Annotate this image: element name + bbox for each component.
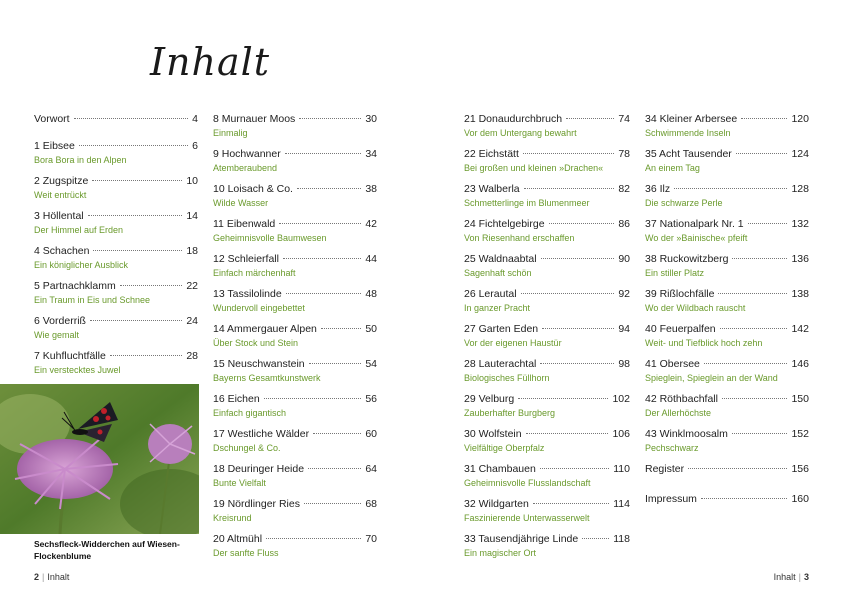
dot-leader xyxy=(748,223,788,224)
toc-entry-line xyxy=(464,533,630,546)
page-title: Inhalt xyxy=(150,40,271,84)
toc-entry xyxy=(645,183,809,217)
toc-entry xyxy=(645,288,809,322)
toc-entry-line xyxy=(34,140,198,153)
toc-entry-page: 38 xyxy=(365,183,377,195)
toc-entry-title: 13 Tassilolinde xyxy=(213,288,282,300)
toc-entry-subtitle: Einfach gigantisch xyxy=(213,408,287,418)
toc-entry-line xyxy=(213,253,377,266)
toc-entry-title: 2 Zugspitze xyxy=(34,175,89,187)
toc-entry-line xyxy=(645,393,809,406)
dot-leader xyxy=(720,328,788,329)
dot-leader xyxy=(688,468,787,469)
dot-leader xyxy=(533,503,609,504)
toc-entry-title: 41 Obersee xyxy=(645,358,700,370)
toc-entry-page: 30 xyxy=(365,113,377,125)
toc-entry xyxy=(464,183,630,217)
toc-entry-title: 21 Donaudurchbruch xyxy=(464,113,563,125)
toc-entry xyxy=(645,113,809,147)
toc-entry-page: 22 xyxy=(186,280,198,292)
toc-entry-subtitle: Dschungel & Co. xyxy=(213,443,281,453)
toc-entry-subtitle: Ein verstecktes Juwel xyxy=(34,365,121,375)
toc-entry-line xyxy=(464,358,630,371)
toc-entry-line xyxy=(464,113,630,126)
toc-entry-subtitle: Kreisrund xyxy=(213,513,252,523)
dot-leader xyxy=(526,433,609,434)
dot-leader xyxy=(722,398,788,399)
toc-entry-subtitle: Spieglein, Spieglein an der Wand xyxy=(645,373,778,383)
toc-entry-page: 70 xyxy=(365,533,377,545)
toc-entry xyxy=(464,288,630,322)
toc-entry-title: 32 Wildgarten xyxy=(464,498,529,510)
toc-entry xyxy=(213,218,377,252)
toc-entry-page: 102 xyxy=(612,393,630,405)
toc-entry-title: 38 Ruckowitzberg xyxy=(645,253,729,265)
toc-entry-subtitle: Schmetterlinge im Blumenmeer xyxy=(464,198,590,208)
dot-leader xyxy=(285,153,362,154)
toc-entry-title: 9 Hochwanner xyxy=(213,148,281,160)
toc-entry-subtitle: Biologisches Füllhorn xyxy=(464,373,550,383)
butterfly-photo xyxy=(0,384,199,534)
toc-entry-page: 152 xyxy=(791,428,809,440)
dot-leader xyxy=(741,118,787,119)
toc-entry xyxy=(464,358,630,392)
toc-entry-subtitle: Bei großen und kleinen »Drachen« xyxy=(464,163,604,173)
toc-entry xyxy=(213,253,377,287)
toc-entry xyxy=(464,253,630,287)
toc-entry-page: 54 xyxy=(365,358,377,370)
toc-entry-line xyxy=(213,428,377,441)
toc-entry-page: 106 xyxy=(612,428,630,440)
toc-entry-page: 82 xyxy=(618,183,630,195)
dot-leader xyxy=(701,498,788,499)
toc-entry-subtitle: Geheimnisvolle Baumwesen xyxy=(213,233,327,243)
toc-entry-subtitle: Sagenhaft schön xyxy=(464,268,532,278)
dot-leader xyxy=(718,293,787,294)
left-page-number: 2 xyxy=(34,572,40,582)
toc-entry-title: 37 Nationalpark Nr. 1 xyxy=(645,218,744,230)
toc-entry-page: 138 xyxy=(791,288,809,300)
dot-leader xyxy=(674,188,787,189)
toc-entry-line xyxy=(34,280,198,293)
toc-entry xyxy=(464,428,630,462)
toc-entry-title: 39 Rißlochfälle xyxy=(645,288,715,300)
toc-entry-page: 98 xyxy=(618,358,630,370)
dot-leader xyxy=(304,503,361,504)
toc-entry-line xyxy=(645,218,809,231)
toc-entry xyxy=(213,113,377,147)
toc-entry-subtitle: Der Himmel auf Erden xyxy=(34,225,124,235)
toc-entry-subtitle: Schwimmende Inseln xyxy=(645,128,731,138)
toc-entry-line xyxy=(213,183,377,196)
dot-leader xyxy=(313,433,361,434)
toc-entry-page: 44 xyxy=(365,253,377,265)
toc-entry xyxy=(645,428,809,462)
toc-entry-subtitle: Ein magischer Ort xyxy=(464,548,537,558)
toc-entry-line xyxy=(213,288,377,301)
toc-entry-page: 124 xyxy=(791,148,809,160)
toc-entry-page: 110 xyxy=(613,463,630,475)
toc-entry-title: 40 Feuerpalfen xyxy=(645,323,716,335)
toc-entry-page: 74 xyxy=(618,113,630,125)
toc-entry-line xyxy=(464,148,630,161)
toc-entry-page: 132 xyxy=(791,218,809,230)
toc-entry-line xyxy=(213,533,377,546)
toc-entry-line xyxy=(34,113,198,126)
toc-entry xyxy=(34,315,198,349)
toc-entry-subtitle: Atemberaubend xyxy=(213,163,278,173)
dot-leader xyxy=(523,153,614,154)
dot-leader xyxy=(521,293,615,294)
toc-entry-subtitle: Weit entrückt xyxy=(34,190,87,200)
toc-entry xyxy=(34,350,198,384)
toc-entry-title: 27 Garten Eden xyxy=(464,323,539,335)
toc-entry-page: 24 xyxy=(186,315,198,327)
toc-entry-subtitle: In ganzer Pracht xyxy=(464,303,531,313)
toc-entry-page: 118 xyxy=(613,533,630,545)
dot-leader xyxy=(524,188,615,189)
toc-entry-line xyxy=(34,245,198,258)
toc-entry-line xyxy=(645,463,809,476)
toc-entry xyxy=(213,288,377,322)
toc-entry-title: 6 Vorderriß xyxy=(34,315,86,327)
toc-entry-page: 142 xyxy=(791,323,809,335)
toc-entry-subtitle: Einmalig xyxy=(213,128,248,138)
dot-leader xyxy=(582,538,609,539)
toc-entry-subtitle: Über Stock und Stein xyxy=(213,338,299,348)
right-page-number: 3 xyxy=(803,572,809,582)
toc-entry-subtitle: Vielfältige Oberpfalz xyxy=(464,443,545,453)
toc-entry-title: 18 Deuringer Heide xyxy=(213,463,305,475)
toc-entry xyxy=(213,148,377,182)
toc-entry-page: 50 xyxy=(365,323,377,335)
toc-entry-page: 64 xyxy=(365,463,377,475)
toc-entry xyxy=(213,498,377,532)
toc-entry-title: 22 Eichstätt xyxy=(464,148,519,160)
toc-entry-title: 28 Lauterachtal xyxy=(464,358,537,370)
toc-entry-page: 146 xyxy=(791,358,809,370)
toc-entry-line xyxy=(464,323,630,336)
toc-entry-page: 42 xyxy=(365,218,377,230)
toc-entry-line xyxy=(213,393,377,406)
toc-entry xyxy=(464,533,630,567)
toc-entry-subtitle: Ein königlicher Ausblick xyxy=(34,260,129,270)
toc-entry-title: 3 Höllental xyxy=(34,210,84,222)
toc-entry-title: 42 Röthbachfall xyxy=(645,393,718,405)
toc-entry xyxy=(34,245,198,279)
toc-entry-page: 114 xyxy=(613,498,630,510)
toc-entry-line xyxy=(464,218,630,231)
toc-entry-line xyxy=(464,498,630,511)
toc-entry-title: 19 Nördlinger Ries xyxy=(213,498,300,510)
photo-caption: Sechsfleck-Widderchen auf Wiesen-Flockenblume xyxy=(34,539,180,561)
toc-entry xyxy=(645,393,809,427)
toc-entry-page: 120 xyxy=(791,113,809,125)
toc-entry-page: 4 xyxy=(192,113,198,125)
toc-entry-line xyxy=(645,183,809,196)
toc-entry-page: 60 xyxy=(365,428,377,440)
toc-entry-line xyxy=(464,393,630,406)
dot-leader xyxy=(566,118,614,119)
toc-entry-page: 28 xyxy=(186,350,198,362)
toc-entry xyxy=(34,175,198,209)
toc-entry-title: 23 Walberla xyxy=(464,183,520,195)
toc-entry-line xyxy=(34,210,198,223)
toc-entry-title: 11 Eibenwald xyxy=(213,218,276,230)
toc-entry-title: 26 Lerautal xyxy=(464,288,517,300)
toc-entry-title: 29 Velburg xyxy=(464,393,515,405)
toc-entry xyxy=(34,280,198,314)
toc-entry-title: 5 Partnachklamm xyxy=(34,280,116,292)
toc-entry xyxy=(213,463,377,497)
right-running-head: Inhalt xyxy=(773,572,796,582)
toc-entry xyxy=(645,358,809,392)
toc-entry-page: 86 xyxy=(618,218,630,230)
toc-entry-title: 8 Murnauer Moos xyxy=(213,113,296,125)
dot-leader xyxy=(90,320,182,321)
toc-entry-title: 31 Chambauen xyxy=(464,463,536,475)
toc-entry-subtitle: Weit- und Tiefblick hoch zehn xyxy=(645,338,763,348)
toc-entry-subtitle: Zauberhafter Burgberg xyxy=(464,408,556,418)
toc-entry-line xyxy=(213,463,377,476)
toc-entry-title: Register xyxy=(645,463,685,475)
toc-entry-line xyxy=(645,428,809,441)
dot-leader xyxy=(309,363,362,364)
toc-entry-subtitle: Geheimnisvolle Flusslandschaft xyxy=(464,478,591,488)
toc-entry-line xyxy=(645,493,809,506)
toc-entry-title: 4 Schachen xyxy=(34,245,90,257)
dot-leader xyxy=(297,188,361,189)
toc-entry-line xyxy=(645,358,809,371)
toc-entry-subtitle: Vor der eigenen Haustür xyxy=(464,338,562,348)
toc-entry-subtitle: Faszinierende Unterwasserwelt xyxy=(464,513,590,523)
toc-entry xyxy=(645,493,809,527)
dot-leader xyxy=(279,223,361,224)
dot-leader xyxy=(283,258,361,259)
toc-entry xyxy=(213,183,377,217)
toc-entry-title: 14 Ammergauer Alpen xyxy=(213,323,317,335)
toc-entry xyxy=(645,218,809,252)
toc-entry-page: 92 xyxy=(618,288,630,300)
toc-entry-subtitle: Wo der »Bainische« pfeift xyxy=(645,233,748,243)
toc-entry xyxy=(464,393,630,427)
toc-entry-subtitle: Pechschwarz xyxy=(645,443,699,453)
toc-entry-title: 12 Schleierfall xyxy=(213,253,279,265)
dot-leader xyxy=(264,398,362,399)
toc-entry xyxy=(213,393,377,427)
toc-entry-line xyxy=(34,350,198,363)
toc-entry-subtitle: Wo der Wildbach rauscht xyxy=(645,303,746,313)
dot-leader xyxy=(540,363,614,364)
dot-leader xyxy=(308,468,361,469)
toc-entry-page: 160 xyxy=(791,493,809,505)
toc-entry-title: 35 Acht Tausender xyxy=(645,148,732,160)
toc-entry-page: 14 xyxy=(186,210,198,222)
toc-entry-page: 48 xyxy=(365,288,377,300)
toc-entry xyxy=(645,253,809,287)
toc-entry-subtitle: Bunte Vielfalt xyxy=(213,478,266,488)
dot-leader xyxy=(732,433,788,434)
toc-entry-page: 156 xyxy=(791,463,809,475)
toc-entry-title: 1 Eibsee xyxy=(34,140,75,152)
toc-entry-page: 56 xyxy=(365,393,377,405)
dot-leader xyxy=(110,355,183,356)
toc-entry-subtitle: Wilde Wasser xyxy=(213,198,269,208)
toc-entry-title: 43 Winklmoosalm xyxy=(645,428,728,440)
dot-leader xyxy=(518,398,608,399)
toc-entry-title: 16 Eichen xyxy=(213,393,260,405)
toc-entry-line xyxy=(645,323,809,336)
toc-entry-line xyxy=(213,323,377,336)
toc-entry-title: 30 Wolfstein xyxy=(464,428,522,440)
toc-entry-title: 15 Neuschwanstein xyxy=(213,358,305,370)
dot-leader xyxy=(88,215,183,216)
toc-entry xyxy=(34,210,198,244)
toc-entry xyxy=(213,533,377,567)
toc-entry-page: 150 xyxy=(791,393,809,405)
dot-leader xyxy=(704,363,788,364)
toc-entry-title: 7 Kuhfluchtfälle xyxy=(34,350,106,362)
toc-entry-page: 94 xyxy=(618,323,630,335)
dot-leader xyxy=(79,145,188,146)
toc-entry-title: 17 Westliche Wälder xyxy=(213,428,310,440)
toc-entry-page: 136 xyxy=(791,253,809,265)
toc-entry-subtitle: Ein Traum in Eis und Schnee xyxy=(34,295,151,305)
toc-entry-line xyxy=(213,113,377,126)
toc-entry xyxy=(645,148,809,182)
toc-entry-title: Impressum xyxy=(645,493,697,505)
toc-entry-line xyxy=(213,148,377,161)
toc-entry-title: 34 Kleiner Arbersee xyxy=(645,113,738,125)
dot-leader xyxy=(93,250,182,251)
toc-entry xyxy=(464,463,630,497)
toc-entry-line xyxy=(464,183,630,196)
toc-entry xyxy=(464,148,630,182)
toc-entry xyxy=(645,463,809,497)
toc-entry-line xyxy=(34,175,198,188)
dot-leader xyxy=(321,328,361,329)
toc-entry-subtitle: Einfach märchenhaft xyxy=(213,268,296,278)
toc-entry-page: 34 xyxy=(365,148,377,160)
toc-entry-subtitle: Der Allerhöchste xyxy=(645,408,712,418)
toc-entry xyxy=(213,358,377,392)
dot-leader xyxy=(549,223,615,224)
toc-entry-line xyxy=(464,428,630,441)
dot-leader xyxy=(736,153,788,154)
toc-entry-page: 90 xyxy=(618,253,630,265)
dot-leader xyxy=(120,285,183,286)
footer-right: Inhalt | 3 xyxy=(773,572,809,582)
toc-entry-subtitle: Die schwarze Perle xyxy=(645,198,723,208)
toc-entry-page: 6 xyxy=(192,140,198,152)
toc-entry-title: 24 Fichtelgebirge xyxy=(464,218,545,230)
footer-left: 2 | Inhalt xyxy=(34,572,70,582)
toc-entry-page: 10 xyxy=(186,175,198,187)
toc-entry-line xyxy=(464,463,630,476)
toc-entry-line xyxy=(464,253,630,266)
toc-entry-page: 68 xyxy=(365,498,377,510)
toc-entry xyxy=(464,498,630,532)
toc-entry-page: 128 xyxy=(791,183,809,195)
toc-entry xyxy=(645,323,809,357)
toc-entry-line xyxy=(213,218,377,231)
toc-entry-page: 18 xyxy=(186,245,198,257)
dot-leader xyxy=(542,328,614,329)
toc-entry-subtitle: Bayerns Gesamtkunstwerk xyxy=(213,373,321,383)
toc-entry xyxy=(464,218,630,252)
toc-entry-subtitle: Ein stiller Platz xyxy=(645,268,705,278)
toc-entry-title: 33 Tausendjährige Linde xyxy=(464,533,579,545)
toc-entry-subtitle: An einem Tag xyxy=(645,163,700,173)
toc-entry-subtitle: Bora Bora in den Alpen xyxy=(34,155,127,165)
toc-entry-subtitle: Von Riesenhand erschaffen xyxy=(464,233,575,243)
toc-entry xyxy=(34,140,198,174)
toc-entry-title: 20 Altmühl xyxy=(213,533,263,545)
toc-entry-line xyxy=(645,253,809,266)
toc-entry-subtitle: Der sanfte Fluss xyxy=(213,548,279,558)
left-running-head: Inhalt xyxy=(47,572,70,582)
toc-entry-title: 36 Ilz xyxy=(645,183,671,195)
toc-entry-line xyxy=(645,148,809,161)
toc-entry-line xyxy=(213,358,377,371)
toc-entry-line xyxy=(645,113,809,126)
dot-leader xyxy=(74,118,189,119)
toc-entry-title: 10 Loisach & Co. xyxy=(213,183,293,195)
toc-entry-line xyxy=(645,288,809,301)
dot-leader xyxy=(286,293,362,294)
toc-entry xyxy=(464,323,630,357)
dot-leader xyxy=(541,258,615,259)
toc-entry xyxy=(464,113,630,147)
toc-entry xyxy=(213,323,377,357)
dot-leader xyxy=(266,538,361,539)
toc-entry-line xyxy=(213,498,377,511)
toc-entry-subtitle: Vor dem Untergang bewahrt xyxy=(464,128,577,138)
toc-entry-subtitle: Wundervoll eingebettet xyxy=(213,303,305,313)
toc-entry-subtitle: Wie gemalt xyxy=(34,330,80,340)
toc-entry xyxy=(213,428,377,462)
toc-entry-line xyxy=(464,288,630,301)
dot-leader xyxy=(299,118,361,119)
toc-entry-title: Vorwort xyxy=(34,113,70,125)
dot-leader xyxy=(92,180,182,181)
dot-leader xyxy=(732,258,787,259)
toc-entry-page: 78 xyxy=(618,148,630,160)
dot-leader xyxy=(540,468,609,469)
toc-entry-line xyxy=(34,315,198,328)
toc-entry-title: 25 Waldnaabtal xyxy=(464,253,537,265)
